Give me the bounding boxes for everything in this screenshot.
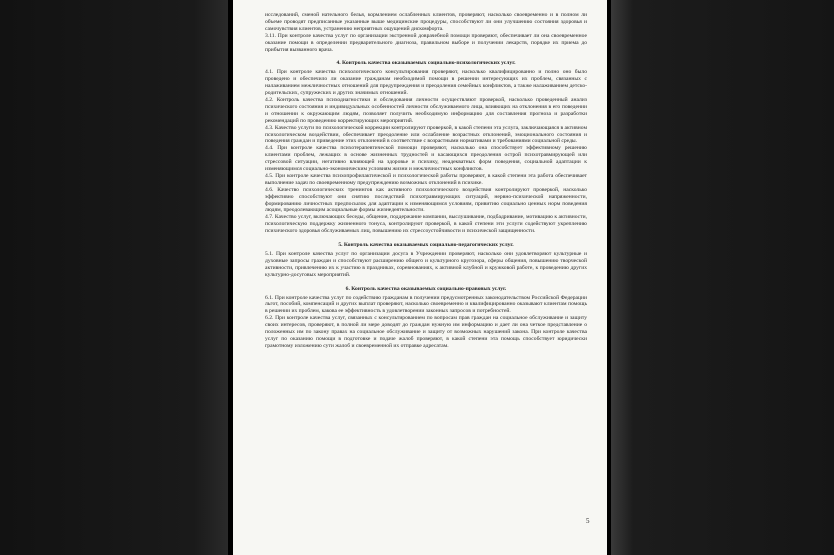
scan-background-right <box>611 0 834 555</box>
section-5-heading: 5. Контроль качества оказываемых социально-педагогических услуг. <box>338 242 514 249</box>
paragraph-3-11: 3.11. При контроле качества услуг по организации экстренной доврачебной помощи проверяют, обеспечивает ли она своевременное оказание помощи в определении предварительного диагноза, правильном выборе и получении лекарств, порядке их приема до прибытия вызванного врача. <box>265 32 587 53</box>
page-body <box>265 12 587 350</box>
scan-background-left <box>0 0 228 555</box>
page-number: 5 <box>586 517 590 525</box>
paragraph-4-4: 4.4. При контроле качества психотерапевтической помощи проверяют, насколько она способствует эффективному решению клиентами проблем, лежащих в основе жизненных трудностей и касающихся преодоления острой психотравмирующей или стрессовой ситуации, негативно влияющей на здоровье и психику, неадекватных форм поведения, социальной адаптации к изменяющимся социально-экономическим условиям жизни и межличностных конфликтов. <box>265 145 587 173</box>
paragraph-5-1: 5.1. При контроле качества услуг по организации досуга в Учреждении проверяют, насколько они удовлетворяют культурные и духовные запросы граждан и способствуют расширению общего и культурного кругозора, сферы общения, повышению творческой активности, привлечению их к участию в праздниках, соревнованиях, к активной клубной и кружковой работе, к проведению других культурно-досуговых мероприятий. <box>265 251 587 278</box>
section-6-heading: 6. Контроль качества оказываемых социально-правовых услуг. <box>345 285 507 292</box>
document-page <box>233 0 607 555</box>
paragraph-4-3: 4.3. Качество услуги по психологической коррекции контролируют проверкой, в какой степени эта услуга, заключающаяся в активном психологическом воздействии, обеспечивает преодоление или ослабление возрастных отклонений, эмоционального состояния и поведения граждан и приведение этих отклонений в соответствие с возрастными нормативами и требованиями социальной среды. <box>265 124 587 145</box>
paragraph-4-5: 4.5. При контроле качества психопрофилактической и психологической работы проверяют, в какой степени эта работа обеспечивает выполнение задач по своевременному предупреждению возможных отклонений в психике. <box>265 172 587 186</box>
section-4-heading: 4. Контроль качества оказываемых социально-психологических услуг. <box>336 60 516 67</box>
paragraph-6-2: 6.2. При контроле качества услуг, связанных с консультированием по вопросам прав граждан на социальное обслуживание и защиту своих интересов, проверяют, в полной ли мере доводят до граждан нужную им информацию и дает ли она четкое представление о положенных им по закону правах на социальное обслуживание и защиту от возможных нарушений закона. При контроле качества услуг по оказанию помощи в подготовке и подаче жалоб проверяют, в какой степени эта помощь способствует юридически грамотному изложению сути жалоб и своевременной их отправке адресатам. <box>265 315 587 349</box>
paragraph-6-1: 6.1. При контроле качества услуг по содействию гражданам в получении предусмотренных законодательством Российской Федерации льгот, пособий, компенсаций и других выплат проверяют, насколько своевременно и квалифицированно оказывают клиентам помощь в решении их проблем, какова ее эффективность в удовлетворении законных запросов и потребностей. <box>265 294 587 315</box>
paragraph-4-6: 4.6. Качество психологических тренингов как активного психологического воздействия контролируют проверкой, насколько эффективно способствуют они снятию последствий психотравмирующих ситуаций, нервно-психической напряженности, формированию личностных предпосылок для адаптации к изменяющимся условиям, привитию социально ценных норм поведения людям, преодолевающим асоциальные формы жизнедеятельности. <box>265 186 587 214</box>
paragraph-4-2: 4.2. Контроль качества психодиагностики и обследования личности осуществляют проверкой, насколько проведенный анализ психического состояния и индивидуальных особенностей личности обслуживаемого лица, влияющих на отклонения в его поведении и отношении к окружающим людям, позволяет получить необходимую информацию для составления прогноза и разработки рекомендаций по проведению корректирующих мероприятий. <box>265 96 587 124</box>
paragraph-continued: исследований, сменой нательного белья, кормлением ослабленных клиентов, проверяют, насколько своевременно и в полном ли объеме проводят предписанные указанные выше медицинские процедуры, способствуют ли они улучшению состояния здоровья и самочувствия клиентов, устранению неприятных ощущений дискомфорта. <box>265 12 587 32</box>
paragraph-4-1: 4.1. При контроле качества психологического консультирования проверяют, насколько квалифицированно и полно оно было проведено и обеспечило ли оказание гражданам необходимой помощи в решении интересующих их проблем, связанных с налаживанием межличностных отношений для предупреждения и преодоления семейных конфликтов, а также налаживанием детско-родительских, супружеских и других значимых отношений. <box>265 69 587 97</box>
paragraph-4-7: 4.7. Качество услуг, включающих беседы, общение, поддержание компании, выслушивание, подбадривание, мотивацию к активности, психологическую поддержку жизненного тонуса, контролируют проверкой, в какой степени эти услуги содействуют укреплению психического здоровья обслуживаемых лиц, повышению их стрессоустойчивости и психической защищенности. <box>265 214 587 235</box>
